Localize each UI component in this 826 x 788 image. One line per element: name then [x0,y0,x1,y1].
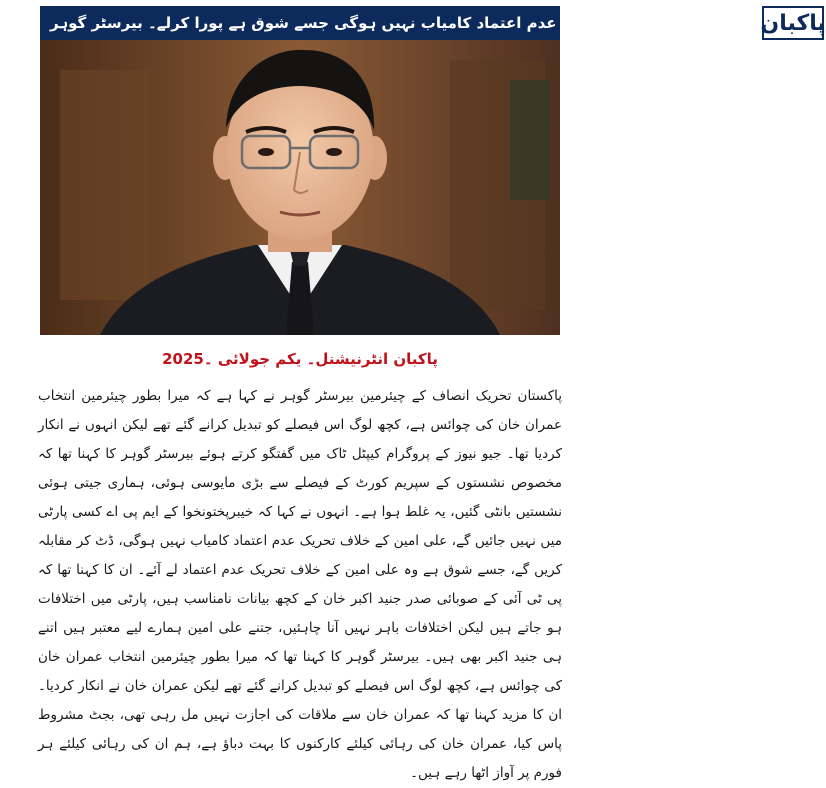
article-body: پاکستان تحریک انصاف کے چیئرمین بیرسٹر گوہر نے کہا ہے کہ میرا بطور چیئرمین انتخاب عمران خان کی چوائس ہے، کچھ لوگ اس فیصلے کو تبدیل کرانے گئے تھے لیکن انہوں نے انکار کردیا تھا۔ جیو نیوز کے پروگرام کیپٹل ٹاک میں گفتگو کرتے ہوئے بیرسٹر گوہر کا کہنا تھا کہ مخصوص نشستوں کے سپریم کورٹ کے فیصلے سے بڑی مایوسی ہوئی، ہماری جیتی ہوئی نشستیں بانٹی گئیں، یہ غلط ہوا ہے۔ انہوں نے کہا کہ خیبرپختونخوا کے ایم پی اے کسی پارٹی میں نہیں جائیں گے، علی امین کے خلاف تحریک عدم اعتماد کامیاب نہیں ہوگی، ڈٹ کر مقابلہ کریں گے، جسے شوق ہے وہ علی امین کے خلاف تحریک عدم اعتماد لے آئے۔ ان کا کہنا تھا کہ پی ٹی آئی کے صوبائی صدر جنید اکبر خان کے کچھ بیانات نامناسب ہیں، پارٹی میں اختلافات ہو جاتے ہیں لیکن اختلافات باہر نہیں آنا چاہئیں، جتنے علی امین ہمارے لیے معتبر ہیں اتنے ہی جنید اکبر بھی ہیں۔ بیرسٹر گوہر کا کہنا تھا کہ میرا بطور چیئرمین انتخاب عمران خان کی چوائس ہے، کچھ لوگ اس فیصلے کو تبدیل کرانے گئے تھے لیکن عمران خان نے انکار کردیا۔ ان کا مزید کہنا تھا کہ عمران خان سے ملاقات کی اجازت نہیں مل رہی تھی، بجٹ مشروط پاس کیا، عمران خان کی رہائی کیلئے کارکنوں کا بہت دباؤ ہے، ہم ان کی رہائی کیلئے ہر فورم پر آواز اٹھا رہے ہیں۔ [38,388,562,781]
headline-banner [40,6,826,40]
news-photo [40,40,560,335]
headline-text: علی امین کے خلاف تحریک عدم اعتماد کامیاب نہیں ہوگی جسے شوق ہے پورا کرلے۔ بیرسٹر گوہر [50,14,753,32]
photo-caption: پاکبان انٹرنیشنل۔ یکم جولائی ۔2025 [162,350,438,368]
brand-label: پاکبان [762,6,824,40]
